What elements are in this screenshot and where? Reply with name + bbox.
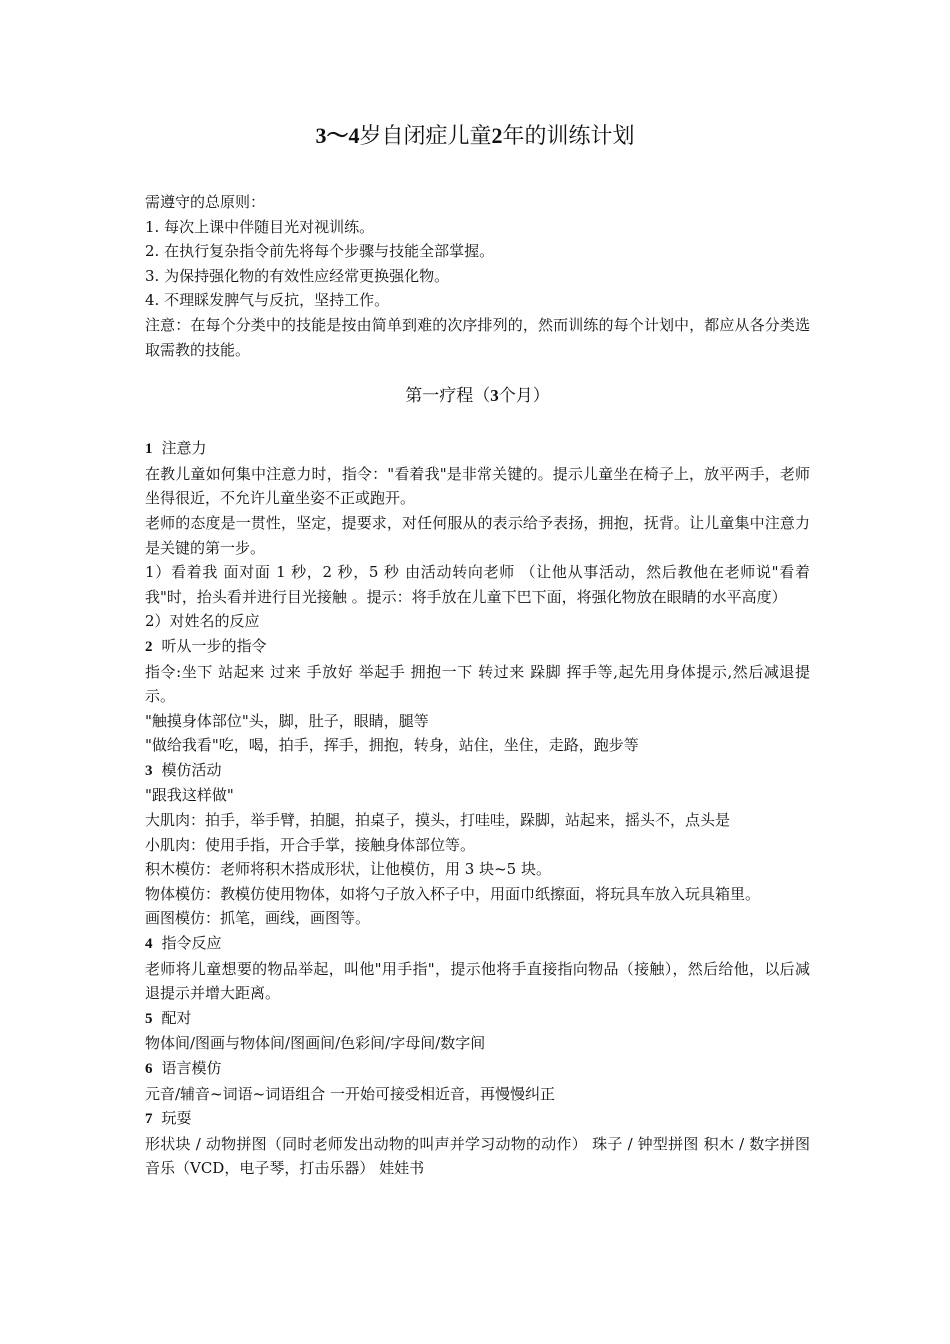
title-age-range: 3～4 bbox=[315, 123, 360, 148]
principles-note: 注意：在每个分类中的技能是按由简单到难的次序排列的，然而训练的每个计划中，都应从各分类选取需教的技能。 bbox=[145, 315, 810, 359]
principles-heading: 需遵守的总原则： bbox=[145, 193, 266, 211]
paragraph: 2）对姓名的反应 bbox=[145, 612, 260, 631]
section-title: 指令反应 bbox=[161, 934, 222, 953]
section-heading-3 bbox=[145, 758, 810, 784]
section-title: 玩耍 bbox=[161, 1109, 192, 1128]
principle-item: 3. 为保持强化物的有效性应经常更换强化物。 bbox=[145, 266, 450, 285]
paragraph: 老师将儿童想要的物品举起，叫他"用手指"，提示他将手直接指向物品（接触），然后给他，以后减退提示并增大距离。 bbox=[145, 959, 810, 1003]
title-text-2: 年的训练计划 bbox=[502, 124, 635, 149]
section-title: 语言模仿 bbox=[161, 1059, 222, 1077]
title-text-1: 岁自闭症儿童 bbox=[359, 124, 492, 149]
paragraph: 物体间/图画与物体间/图画间/色彩间/字母间/数字间 bbox=[145, 1034, 486, 1053]
section-number: 1 bbox=[145, 441, 153, 458]
principle-item: 2. 在执行复杂指令前先将每个步骤与技能全部掌握。 bbox=[145, 242, 495, 261]
paragraph: 1）看着我 面对面 1 秒，2 秒，5 秒 由活动转向老师 （让他从事活动，然后教他在老师说"看着我"时，抬头看并进行目光接触 。提示：将手放在儿童下巴下面，将强化物放在眼睛的水平高度） bbox=[145, 563, 810, 606]
section-heading-7 bbox=[145, 1106, 810, 1132]
paragraph: "跟我这样做" bbox=[145, 786, 234, 805]
course-title-prefix: 第一疗程（ bbox=[405, 386, 491, 407]
paragraph: 元音/辅音~词语~词语组合 一开始可接受相近音，再慢慢纠正 bbox=[145, 1084, 555, 1103]
paragraph: 老师的态度是一贯性，坚定，提要求，对任何服从的表示给予表扬，拥抱，抚背。让儿童集中注意力是关键的第一步。 bbox=[145, 513, 810, 557]
principle-item: 1. 每次上课中伴随目光对视训练。 bbox=[145, 217, 375, 236]
paragraph: 小肌肉：使用手指，开合手掌，接触身体部位等。 bbox=[145, 835, 476, 854]
paragraph: "触摸身体部位"头，脚，肚子，眼睛，腿等 bbox=[145, 711, 429, 730]
section-heading-4 bbox=[145, 931, 810, 957]
course-months: 3 bbox=[490, 386, 499, 406]
paragraph: "做给我看"吃，喝，拍手，挥手，拥抱，转身，站住，坐住，走路，跑步等 bbox=[145, 736, 639, 755]
section-number: 6 bbox=[145, 1061, 153, 1077]
course-title-suffix: 个月） bbox=[498, 386, 550, 407]
title-years: 2 bbox=[491, 123, 503, 148]
section-heading-1 bbox=[145, 436, 810, 462]
section-number: 3 bbox=[145, 762, 153, 779]
paragraph: 指令:坐下 站起来 过来 手放好 举起手 拥抱一下 转过来 跺脚 挥手等,起先用身体提示,然后减退提示。 bbox=[145, 662, 810, 706]
section-title: 听从一步的指令 bbox=[161, 636, 267, 655]
section-number: 7 bbox=[145, 1111, 153, 1128]
document-title bbox=[0, 121, 950, 152]
section-title: 模仿活动 bbox=[161, 760, 222, 779]
paragraph: 大肌肉：拍手，举手臂，拍腿，拍桌子，摸头，打哇哇，跺脚，站起来，摇头不，点头是 bbox=[145, 811, 731, 830]
section-title: 注意力 bbox=[161, 439, 207, 458]
paragraph: 积木模仿：老师将积木搭成形状，让他模仿，用 3 块~5 块。 bbox=[145, 860, 551, 879]
section-number: 5 bbox=[145, 1010, 153, 1027]
section-number: 4 bbox=[145, 936, 153, 953]
section-heading-2 bbox=[145, 634, 810, 660]
paragraph: 物体模仿：教模仿使用物体，如将勺子放入杯子中，用面巾纸擦面，将玩具车放入玩具箱里。 bbox=[145, 884, 761, 903]
paragraph: 形状块 / 动物拼图（同时老师发出动物的叫声并学习动物的动作） 珠子 / 钟型拼图 积木 / 数字拼图 音乐（VCD，电子琴，打击乐器） 娃娃书 bbox=[145, 1134, 810, 1178]
principle-item: 4. 不理睬发脾气与反抗，坚持工作。 bbox=[145, 291, 390, 310]
paragraph: 在教儿童如何集中注意力时，指令："看着我"是非常关键的。提示儿童坐在椅子上，放平两手，老师坐得很近，不允许儿童坐姿不正或跑开。 bbox=[145, 464, 810, 508]
paragraph: 画图模仿：抓笔，画线，画图等。 bbox=[145, 909, 371, 928]
course-title bbox=[145, 384, 810, 408]
section-title: 配对 bbox=[161, 1008, 192, 1027]
section-heading-6 bbox=[145, 1056, 810, 1082]
section-number: 2 bbox=[145, 638, 153, 655]
document-body bbox=[145, 190, 810, 1181]
section-heading-5 bbox=[145, 1006, 810, 1032]
